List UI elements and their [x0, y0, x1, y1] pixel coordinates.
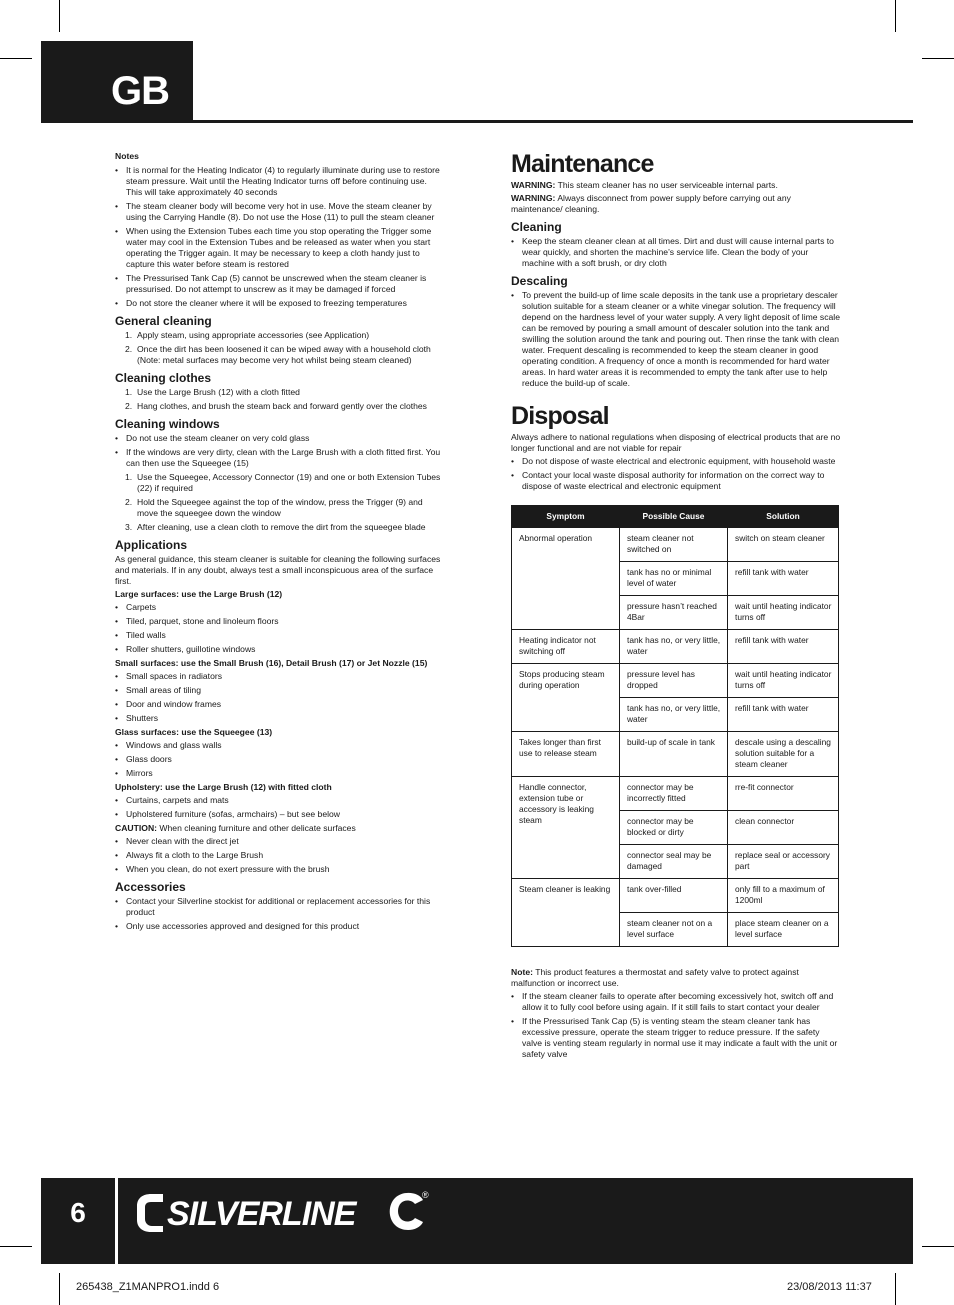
cause-cell: connector may be blocked or dirty — [620, 811, 728, 845]
registered-mark: ® — [422, 1190, 429, 1200]
section-heading: Descaling — [511, 274, 568, 288]
disposal-intro: Always adhere to national regulations when disposing of electrical products that are no longer functional and are not viable for repair — [511, 432, 841, 453]
table-row — [512, 528, 839, 562]
section-heading: General cleaning — [115, 314, 212, 328]
list-item: • Small spaces in radiators — [115, 671, 223, 681]
symptom-cell: Handle connector, extension tube or accessory is leaking steam — [512, 777, 620, 879]
list-item: 3. After cleaning, use a clean cloth to remove the dirt from the squeegee blade — [125, 522, 426, 532]
table-header-row — [512, 506, 839, 528]
cause-cell: connector seal may be damaged — [620, 845, 728, 879]
general-cleaning-steps — [115, 330, 445, 366]
list-item: • It is normal for the Heating Indicator (4) to regularly illuminate during use to restore steam pressure. Wait until the Heating Indicator turns off before continuing use. This will take approximately 40 seconds — [115, 165, 440, 197]
list-item: 2. Hang clothes, and brush the steam back and forward gently over the clothes — [125, 401, 427, 411]
crop-mark — [0, 58, 32, 59]
solution-cell: wait until heating indicator turns off — [728, 596, 839, 630]
page-number: 6 — [70, 1197, 86, 1228]
list-item: • Always fit a cloth to the Large Brush — [115, 850, 264, 860]
silverline-logo-icon — [133, 1188, 433, 1238]
list-item: • Do not use the steam cleaner on very cold glass — [115, 433, 310, 443]
solution-cell: refill tank with water — [728, 562, 839, 596]
subheading: Large surfaces: use the Large Brush (12) — [115, 589, 283, 599]
crop-mark — [895, 1273, 896, 1305]
caution-line: CAUTION: When cleaning furniture and other delicate surfaces — [115, 823, 356, 833]
warning-line: WARNING: Always disconnect from power supply before carrying out any maintenance/ cleaning. — [511, 193, 791, 214]
column-header: Solution — [728, 506, 839, 528]
symptom-cell: Heating indicator not switching off — [512, 630, 620, 664]
solution-cell: refill tank with water — [728, 630, 839, 664]
cleaning-list — [511, 236, 841, 269]
list-item: 1. Use the Large Brush (12) with a cloth fitted — [125, 387, 300, 397]
column-header: Symptom — [512, 506, 620, 528]
list-item: • If the steam cleaner fails to operate after becoming excessively hot, switch off and allow it to fully cool before using again. If it still fails to start contact your dealer — [511, 991, 834, 1012]
footer-divider — [115, 1178, 118, 1264]
note-line: Note: This product features a thermostat and safety valve to protect against malfunction or incorrect use. — [511, 967, 799, 988]
table-row — [512, 630, 839, 664]
cause-cell: pressure hasn’t reached 4Bar — [620, 596, 728, 630]
list-item: • Door and window frames — [115, 699, 222, 709]
symptom-cell: Stops producing steam during operation — [512, 664, 620, 732]
warning-label: WARNING: — [511, 180, 556, 190]
subheading: Upholstery: use the Large Brush (12) with fitted cloth — [115, 782, 332, 792]
crop-mark — [59, 0, 60, 32]
column-header: Possible Cause — [620, 506, 728, 528]
cause-cell: tank has no, or very little, water — [620, 698, 728, 732]
section-heading: Accessories — [115, 880, 186, 894]
table-row — [512, 664, 839, 698]
crop-mark — [0, 1246, 32, 1247]
troubleshooting-table — [511, 505, 839, 947]
disposal-list — [511, 456, 841, 492]
list-item: • Do not store the cleaner where it will be exposed to freezing temperatures — [115, 298, 407, 308]
cleaning-clothes-steps — [115, 387, 445, 412]
table-row — [512, 777, 839, 811]
section-heading: Applications — [115, 538, 188, 552]
maintenance-title: Maintenance — [511, 150, 654, 178]
solution-cell: replace seal or accessory part — [728, 845, 839, 879]
section-heading: Cleaning windows — [115, 417, 220, 431]
solution-cell: wait until heating indicator turns off — [728, 664, 839, 698]
list-item: 2. Hold the Squeegee against the top of the window, press the Trigger (9) and move the squeegee down the window — [125, 497, 423, 518]
list-item: • Curtains, carpets and mats — [115, 795, 229, 805]
list-item: • Carpets — [115, 602, 157, 612]
list-item: • Contact your local waste disposal authority for information on the correct way to dispose of waste electrical and electronic equipment — [511, 470, 825, 491]
list-item: • Small areas of tiling — [115, 685, 201, 695]
symptom-cell: Abnormal operation — [512, 528, 620, 630]
cause-cell: tank has no, or very little, water — [620, 630, 728, 664]
crop-mark — [922, 1246, 954, 1247]
subheading: Small surfaces: use the Small Brush (16), Detail Brush (17) or Jet Nozzle (15) — [115, 658, 428, 668]
file-slug: 265438_Z1MANPRO1.indd 6 — [76, 1281, 220, 1293]
list-item: • When you clean, do not exert pressure with the brush — [115, 864, 330, 874]
list-item: • The Pressurised Tank Cap (5) cannot be unscrewed when the steam cleaner is pressurised. Do not attempt to unscrew as it may be damaged if forced — [115, 273, 427, 294]
upholstery-list — [115, 795, 445, 820]
list-item: • To prevent the build-up of lime scale deposits in the tank use a proprietary descaler solution suitable for a steam cleaner or a white vinegar solution. The frequency will depend on the hardness level of your water supply. A very light deposit of lime scale can be removed by pouring a small amount of descaler solution into the tank and swilling the solution around the tank and pouring out. Then rinse the tank with clean water. Frequent descaling is recommended to keep the steam cleaner in good operating condition. A frequency of once a month is recommended for hard water areas. In hard water areas it is recommended to empty the tank after use to help reduce the build-up of scale. — [511, 290, 840, 388]
list-item: • Tiled, parquet, stone and linoleum floors — [115, 616, 279, 626]
cause-cell: build-up of scale in tank — [620, 732, 728, 777]
caution-label: CAUTION: — [115, 823, 158, 833]
notes-list — [115, 165, 445, 309]
cause-cell: tank over-filled — [620, 879, 728, 913]
descaling-list — [511, 290, 841, 389]
list-item: • If the Pressurised Tank Cap (5) is venting steam the steam cleaner tank has excessive pressure, operate the steam trigger to reduce pressure. If the safety valve is venting steam regularly in normal use it may indicate a fault with the unit or safety valve — [511, 1016, 838, 1059]
list-item: • Do not dispose of waste electrical and electronic equipment, with household waste — [511, 456, 836, 466]
note-list — [511, 991, 841, 1060]
logo-wordmark: SILVERLINE — [167, 1195, 356, 1233]
cause-cell: steam cleaner not on a level surface — [620, 913, 728, 947]
solution-cell: refill tank with water — [728, 698, 839, 732]
list-item: 1. Apply steam, using appropriate accessories (see Application) — [125, 330, 370, 340]
applications-intro: As general guidance, this steam cleaner is suitable for cleaning the following surfaces and materials. If in any doubt, always test a small inconspicuous area of the surface first. — [115, 554, 441, 586]
symptom-cell: Takes longer than first use to release steam — [512, 732, 620, 777]
list-item: • Never clean with the direct jet — [115, 836, 239, 846]
solution-cell: only fill to a maximum of 1200ml — [728, 879, 839, 913]
large-surfaces-list — [115, 602, 445, 655]
language-label: GB — [111, 69, 169, 113]
crop-mark — [922, 58, 954, 59]
symptom-cell: Steam cleaner is leaking — [512, 879, 620, 947]
language-tab — [41, 41, 193, 123]
solution-cell: place steam cleaner on a level surface — [728, 913, 839, 947]
header-rule — [193, 120, 913, 123]
list-item: • Keep the steam cleaner clean at all times. Dirt and dust will cause internal parts to wear quickly, and shorten the machine’s service life. Clean the body of your machine with a soft brush, or dry cloth — [511, 236, 834, 268]
solution-cell: clean connector — [728, 811, 839, 845]
list-item: • Contact your Silverline stockist for additional or replacement accessories for this product — [115, 896, 431, 917]
list-item: • Roller shutters, guillotine windows — [115, 644, 256, 654]
caution-list — [115, 836, 445, 875]
right-column — [511, 151, 841, 495]
crop-mark — [59, 1273, 60, 1305]
section-heading: Cleaning — [511, 220, 562, 234]
cleaning-windows-steps — [115, 472, 445, 533]
cause-cell: connector may be incorrectly fitted — [620, 777, 728, 811]
warning-line: WARNING: This steam cleaner has no user serviceable internal parts. — [511, 180, 778, 190]
silverline-logo — [133, 1188, 433, 1243]
list-item: • If the windows are very dirty, clean with the Large Brush with a cloth fitted first. You can then use the Squeegee (15) — [115, 447, 441, 468]
list-item: • Only use accessories approved and designed for this product — [115, 921, 360, 931]
list-item: • Upholstered furniture (sofas, armchairs) – but see below — [115, 809, 340, 819]
list-item: • Tiled walls — [115, 630, 166, 640]
small-surfaces-list — [115, 671, 445, 724]
cause-cell: tank has no or minimal level of water — [620, 562, 728, 596]
cleaning-windows-bullets — [115, 433, 445, 469]
list-item: • Windows and glass walls — [115, 740, 222, 750]
cause-cell: steam cleaner not switched on — [620, 528, 728, 562]
solution-cell: descale using a descaling solution suitable for a steam cleaner — [728, 732, 839, 777]
note-label: Note: — [511, 967, 533, 977]
list-item: • When using the Extension Tubes each time you stop operating the Trigger some water may cool in the Extension Tubes and be released as water when you start operating the Trigger again. It may be necessary to keep a cloth handy just to capture this water before steam is restored — [115, 226, 432, 269]
accessories-list — [115, 896, 445, 932]
list-item: • Mirrors — [115, 768, 153, 778]
cause-cell: pressure level has dropped — [620, 664, 728, 698]
list-item: • Shutters — [115, 713, 159, 723]
date-slug: 23/08/2013 11:37 — [787, 1281, 872, 1293]
list-item: 1. Use the Squeegee, Accessory Connector (19) and one or both Extension Tubes (22) if required — [125, 472, 441, 493]
list-item: • Glass doors — [115, 754, 172, 764]
subheading: Glass surfaces: use the Squeegee (13) — [115, 727, 273, 737]
glass-surfaces-list — [115, 740, 445, 779]
disposal-title: Disposal — [511, 402, 609, 430]
left-column — [115, 151, 445, 935]
warning-label: WARNING: — [511, 193, 556, 203]
table-row — [512, 879, 839, 913]
crop-mark — [895, 0, 896, 32]
section-heading: Cleaning clothes — [115, 371, 212, 385]
notes-title: Notes — [115, 151, 139, 161]
footer-bar — [41, 1178, 913, 1264]
safety-note — [511, 967, 841, 1063]
solution-cell: rre-fit connector — [728, 777, 839, 811]
list-item: • The steam cleaner body will become very hot in use. Move the steam cleaner by using the Carrying Handle (8). Do not use the Hose (11) to pull the steam cleaner — [115, 201, 435, 222]
solution-cell: switch on steam cleaner — [728, 528, 839, 562]
table-row — [512, 732, 839, 777]
list-item: 2. Once the dirt has been loosened it can be wiped away with a household cloth (Note: metal surfaces may become very hot whilst being steam cleaned) — [125, 344, 431, 365]
